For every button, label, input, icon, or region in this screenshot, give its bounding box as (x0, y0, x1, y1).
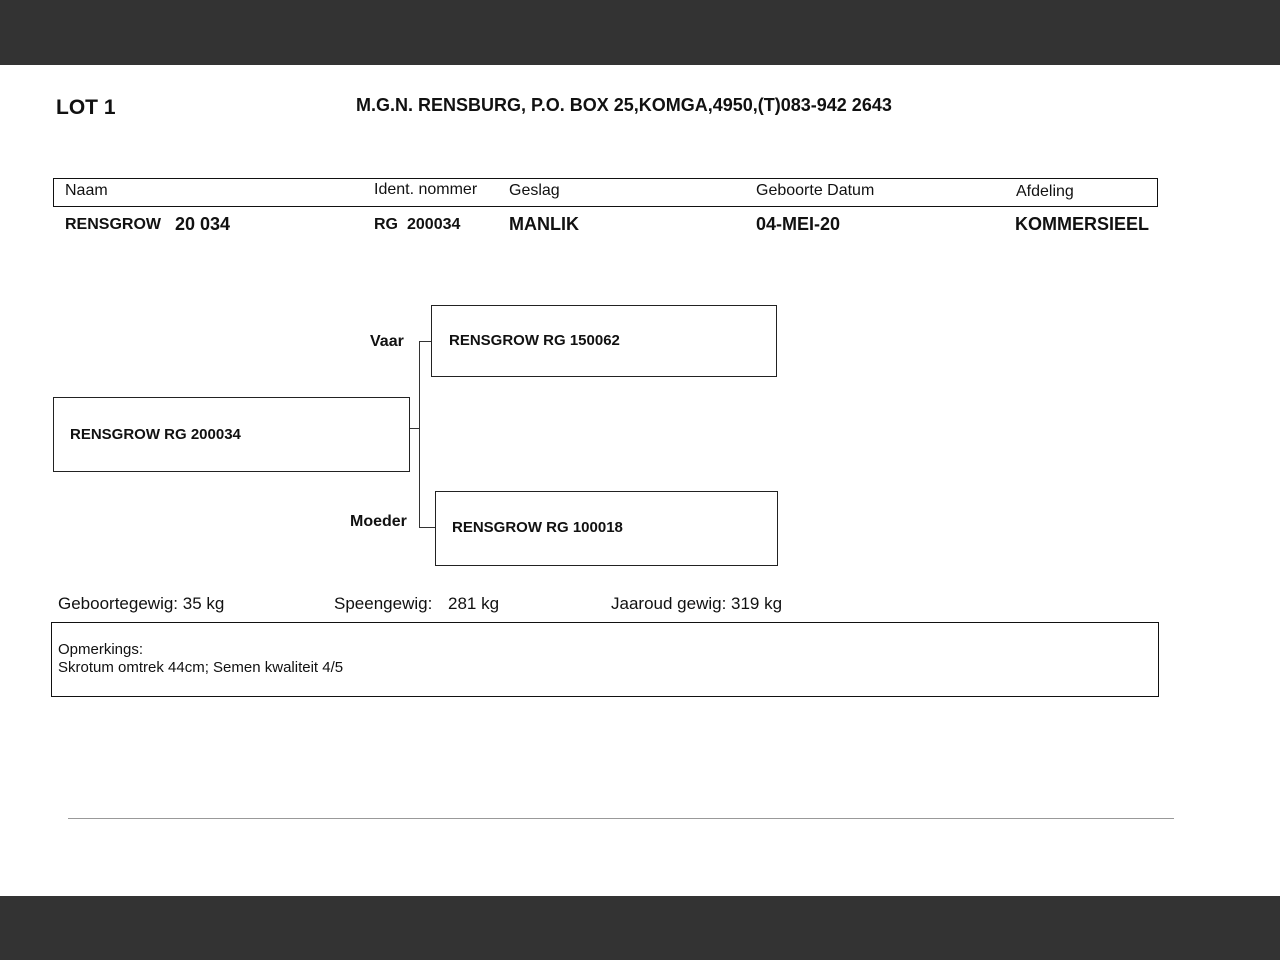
label-name: Naam (65, 182, 108, 199)
remarks-text: Skrotum omtrek 44cm; Semen kwaliteit 4/5 (58, 659, 344, 676)
divider (68, 818, 1174, 819)
connector-sire (419, 341, 431, 342)
bottom-bar (0, 896, 1280, 960)
yearling-weight: Jaaroud gewig: 319 kg (611, 594, 783, 613)
value-ident-number: 200034 (407, 216, 461, 233)
animal-table-header (53, 178, 1158, 207)
value-name-prefix: RENSGROW (65, 216, 161, 233)
top-bar (0, 0, 1280, 65)
dam-label: Moeder (350, 513, 407, 530)
value-birth-date: 04-MEI-20 (756, 214, 841, 234)
connector-vertical (419, 341, 420, 528)
lot-number: LOT 1 (56, 96, 116, 119)
sire-label: Vaar (370, 333, 404, 350)
connector-dam (419, 527, 435, 528)
value-name-number: 20 034 (175, 214, 231, 234)
owner-details: M.G.N. RENSBURG, P.O. BOX 25,KOMGA,4950,(T)083-942 2643 (356, 95, 892, 115)
value-ident-prefix: RG (374, 216, 398, 233)
label-birth-date: Geboorte Datum (756, 182, 875, 199)
label-section: Afdeling (1016, 183, 1074, 200)
value-sex: MANLIK (509, 214, 579, 234)
label-sex: Geslag (509, 182, 560, 199)
document-page (0, 65, 1280, 896)
value-section: KOMMERSIEEL (1015, 214, 1150, 234)
weaning-weight-value: 281 kg (448, 594, 500, 613)
weaning-weight-label: Speengewig: (334, 594, 433, 613)
remarks-box (51, 622, 1159, 697)
animal-name: RENSGROW RG 200034 (70, 426, 241, 443)
dam-name: RENSGROW RG 100018 (452, 519, 623, 536)
label-ident: Ident. nommer (374, 181, 478, 198)
remarks-label: Opmerkings: (58, 641, 144, 658)
birth-weight: Geboortegewig: 35 kg (58, 594, 225, 613)
sire-name: RENSGROW RG 150062 (449, 332, 620, 349)
